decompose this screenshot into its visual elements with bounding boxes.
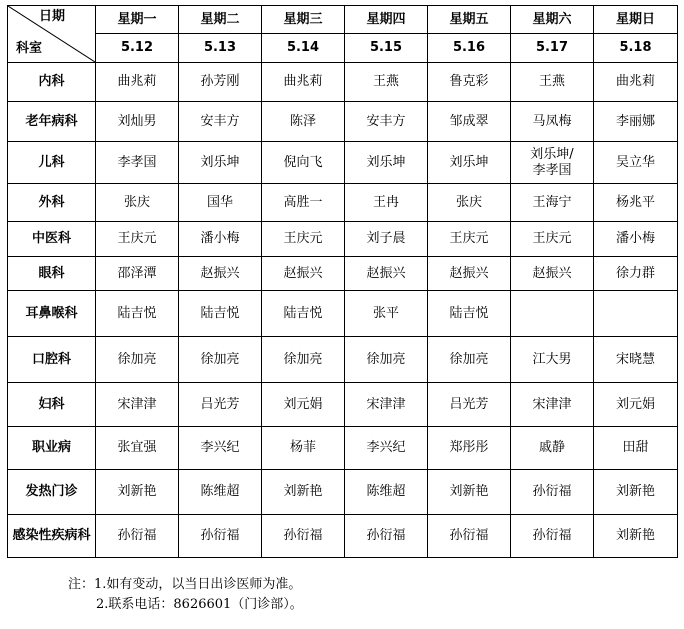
doctor-cell: 王庆元 [96,222,179,257]
doctor-cell: 陆吉悦 [179,291,262,337]
doctor-cell: 曲兆莉 [594,63,678,102]
doctor-cell: 张宜强 [96,427,179,470]
table-row [8,222,678,257]
header-row-dates [8,34,678,63]
doctor-cell: 刘乐坤/ 李孝国 [511,142,594,184]
date-header: 5.16 [428,34,511,63]
doctor-cell: 宋津津 [511,383,594,427]
doctor-cell: 江大男 [511,337,594,383]
doctor-cell: 陈维超 [345,470,428,515]
doctor-cell: 孙衍福 [96,515,179,558]
doctor-cell: 安丰方 [179,102,262,142]
department-cell: 妇科 [8,383,96,427]
doctor-cell: 李丽娜 [594,102,678,142]
note-line-1: 注：1.如有变动，以当日出诊医师为准。 [68,577,302,592]
date-header: 5.15 [345,34,428,63]
doctor-cell: 戚静 [511,427,594,470]
doctor-cell: 杨兆平 [594,184,678,222]
table-row [8,102,678,142]
department-cell: 内科 [8,63,96,102]
doctor-cell: 刘新艳 [594,470,678,515]
doctor-cell: 田甜 [594,427,678,470]
department-cell: 职业病 [8,427,96,470]
doctor-cell [594,291,678,337]
department-cell: 外科 [8,184,96,222]
doctor-cell: 杨菲 [262,427,345,470]
doctor-cell: 宋津津 [96,383,179,427]
table-row [8,142,678,184]
doctor-cell: 王庆元 [428,222,511,257]
doctor-cell: 刘新艳 [594,515,678,558]
doctor-cell: 陈维超 [179,470,262,515]
doctor-cell: 刘子晨 [345,222,428,257]
doctor-cell: 李兴纪 [179,427,262,470]
doctor-cell: 徐加亮 [345,337,428,383]
table-row [8,427,678,470]
doctor-cell: 赵振兴 [428,257,511,291]
table-row [8,63,678,102]
day-header: 星期六 [511,6,594,34]
doctor-cell: 王冉 [345,184,428,222]
date-header: 5.13 [179,34,262,63]
doctor-cell: 曲兆莉 [96,63,179,102]
doctor-cell: 王燕 [511,63,594,102]
doctor-cell: 李兴纪 [345,427,428,470]
doctor-cell: 孙芳刚 [179,63,262,102]
date-header: 5.14 [262,34,345,63]
doctor-cell: 刘乐坤 [345,142,428,184]
doctor-cell: 郑彤彤 [428,427,511,470]
doctor-cell: 吕光芳 [428,383,511,427]
doctor-cell: 刘新艳 [428,470,511,515]
duty-schedule-table [7,5,678,558]
doctor-cell: 陆吉悦 [96,291,179,337]
department-cell: 中医科 [8,222,96,257]
doctor-cell: 鲁克彩 [428,63,511,102]
doctor-cell: 邵泽潭 [96,257,179,291]
doctor-cell: 王燕 [345,63,428,102]
doctor-cell: 赵振兴 [262,257,345,291]
table-row [8,337,678,383]
header-row-days [8,6,678,34]
day-header: 星期一 [96,6,179,34]
corner-header-cell [8,6,96,63]
doctor-cell: 吕光芳 [179,383,262,427]
doctor-cell: 孙衍福 [511,470,594,515]
date-header: 5.17 [511,34,594,63]
doctor-cell: 刘元娟 [262,383,345,427]
table-row [8,184,678,222]
department-cell: 感染性疾病科 [8,515,96,558]
day-header: 星期四 [345,6,428,34]
date-header: 5.12 [96,34,179,63]
table-row [8,291,678,337]
doctor-cell: 王庆元 [511,222,594,257]
schedule-body [8,6,678,558]
day-header: 星期五 [428,6,511,34]
note-line-2: 2.联系电话：8626601（门诊部）。 [96,597,303,612]
doctor-cell: 孙衍福 [511,515,594,558]
doctor-cell: 孙衍福 [179,515,262,558]
department-cell: 眼科 [8,257,96,291]
doctor-cell: 王海宁 [511,184,594,222]
doctor-cell: 刘新艳 [96,470,179,515]
doctor-cell: 张庆 [428,184,511,222]
doctor-cell: 徐加亮 [428,337,511,383]
table-row [8,515,678,558]
doctor-cell [511,291,594,337]
doctor-cell: 赵振兴 [511,257,594,291]
doctor-cell: 徐力群 [594,257,678,291]
doctor-cell: 张庆 [96,184,179,222]
doctor-cell: 安丰方 [345,102,428,142]
department-cell: 耳鼻喉科 [8,291,96,337]
doctor-cell: 吴立华 [594,142,678,184]
doctor-cell: 邹成翠 [428,102,511,142]
doctor-cell: 宋津津 [345,383,428,427]
doctor-cell: 潘小梅 [594,222,678,257]
doctor-cell: 徐加亮 [96,337,179,383]
doctor-cell: 王庆元 [262,222,345,257]
doctor-cell: 曲兆莉 [262,63,345,102]
notes [68,575,303,615]
doctor-cell: 陆吉悦 [428,291,511,337]
doctor-cell: 马凤梅 [511,102,594,142]
doctor-cell: 孙衍福 [262,515,345,558]
corner-dept-label: 科室 [16,41,43,56]
doctor-cell: 赵振兴 [179,257,262,291]
table-row [8,257,678,291]
doctor-cell: 徐加亮 [179,337,262,383]
table-row [8,383,678,427]
day-header: 星期二 [179,6,262,34]
day-header: 星期日 [594,6,678,34]
doctor-cell: 刘元娟 [594,383,678,427]
doctor-cell: 孙衍福 [345,515,428,558]
department-cell: 发热门诊 [8,470,96,515]
doctor-cell: 刘乐坤 [179,142,262,184]
department-cell: 儿科 [8,142,96,184]
doctor-cell: 高胜一 [262,184,345,222]
doctor-cell: 国华 [179,184,262,222]
doctor-cell: 陆吉悦 [262,291,345,337]
doctor-cell: 刘乐坤 [428,142,511,184]
doctor-cell: 潘小梅 [179,222,262,257]
corner-date-label: 日期 [38,9,65,24]
department-cell: 老年病科 [8,102,96,142]
doctor-cell: 徐加亮 [262,337,345,383]
doctor-cell: 宋晓慧 [594,337,678,383]
department-cell: 口腔科 [8,337,96,383]
doctor-cell: 孙衍福 [428,515,511,558]
doctor-cell: 倪向飞 [262,142,345,184]
doctor-cell: 李孝国 [96,142,179,184]
doctor-cell: 刘新艳 [262,470,345,515]
doctor-cell: 刘灿男 [96,102,179,142]
doctor-cell: 赵振兴 [345,257,428,291]
table-row [8,470,678,515]
date-header: 5.18 [594,34,678,63]
doctor-cell: 陈泽 [262,102,345,142]
day-header: 星期三 [262,6,345,34]
doctor-cell: 张平 [345,291,428,337]
